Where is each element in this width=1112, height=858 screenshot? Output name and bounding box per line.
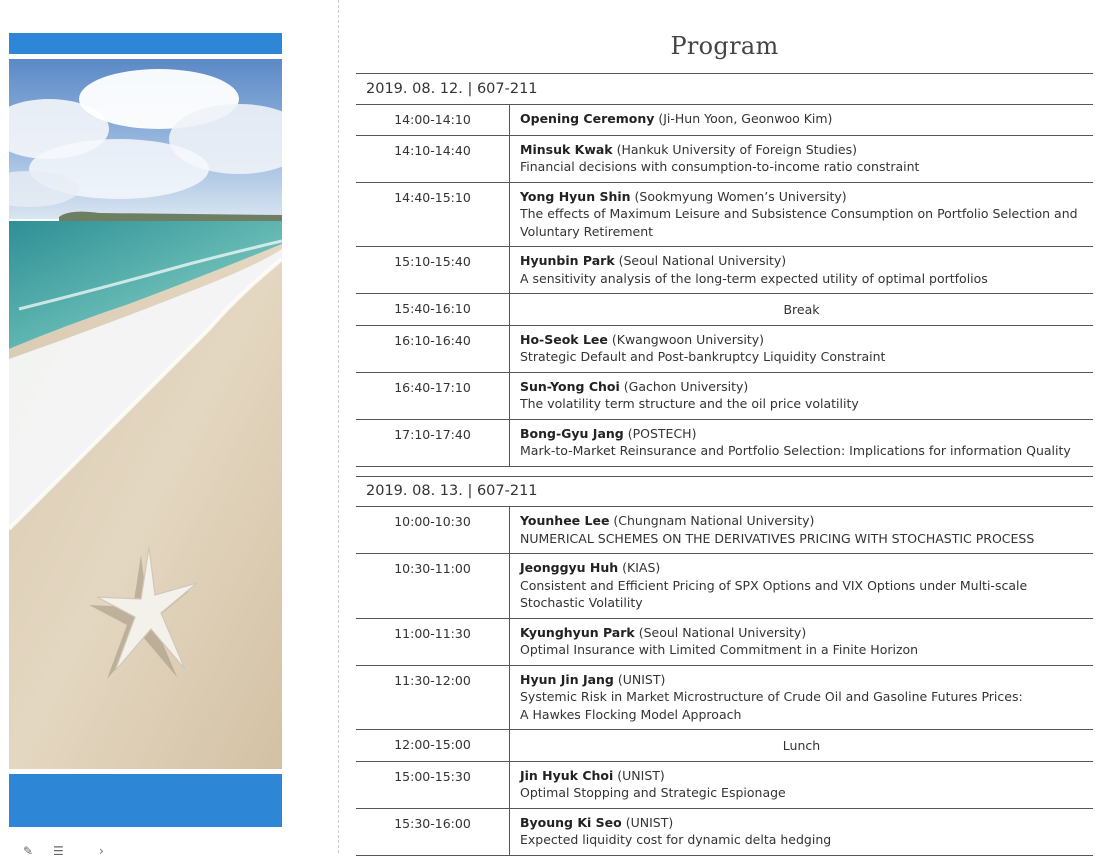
sidebar-toolbar <box>17 844 117 858</box>
sidebar <box>9 0 282 858</box>
day-schedule-1 <box>356 73 1093 467</box>
lunch-label: Lunch <box>510 730 1094 762</box>
beach-starfish-photo <box>9 59 282 769</box>
next-icon[interactable]: › <box>99 844 104 858</box>
table-row <box>356 247 1093 294</box>
list-icon[interactable]: ☰ <box>53 844 64 858</box>
day-header: 2019. 08. 13. | 607-211 <box>356 476 1093 507</box>
session-time: 15:10-15:40 <box>356 247 510 294</box>
session-content <box>510 618 1094 665</box>
session-title: NUMERICAL SCHEMES ON THE DERIVATIVES PRICING WITH STOCHASTIC PROCESS <box>520 530 1035 546</box>
session-affiliation: (Kwangwoon University) <box>607 331 765 347</box>
sidebar-bottom-banner <box>9 774 282 827</box>
session-affiliation: (Gachon University) <box>619 378 749 394</box>
session-time: 14:00-14:10 <box>356 105 510 135</box>
session-speaker: Ho-Seok Lee <box>520 331 608 347</box>
session-time: 16:10-16:40 <box>356 325 510 372</box>
session-affiliation: (UNIST) <box>621 814 674 830</box>
session-title: Strategic Default and Post-bankruptcy Liquidity Constraint <box>520 349 886 364</box>
session-content <box>510 761 1094 808</box>
session-affiliation: (Chungnam National University) <box>609 513 815 528</box>
session-title: A sensitivity analysis of the long-term expected utility of optimal portfolios <box>520 270 988 286</box>
page-title: Program <box>670 32 779 60</box>
day-header: 2019. 08. 12. | 607-211 <box>356 73 1093 105</box>
session-speaker: Byoung Ki Seo <box>520 814 622 830</box>
table-row <box>356 372 1093 419</box>
session-content <box>510 419 1094 466</box>
session-content <box>510 182 1094 247</box>
session-speaker: Yong Hyun Shin <box>520 188 631 204</box>
session-speaker: Sun-Yong Choi <box>520 378 620 394</box>
session-title: Consistent and Efficient Pricing of SPX Options and VIX Options under Multi-scale Stochastic Volatility <box>520 577 1028 610</box>
session-content <box>510 808 1094 855</box>
session-affiliation: (UNIST) <box>613 671 666 687</box>
session-content <box>510 507 1094 554</box>
session-content <box>510 372 1094 419</box>
table-row <box>356 325 1093 372</box>
session-affiliation: (KIAS) <box>618 560 661 575</box>
table-row <box>356 618 1093 665</box>
session-speaker: Jeonggyu Huh <box>520 560 619 575</box>
sidebar-top-banner <box>9 33 282 54</box>
session-speaker: Jin Hyuk Choi <box>520 767 614 783</box>
session-content <box>510 247 1094 294</box>
session-speaker: Bong-Gyu Jang <box>520 425 624 441</box>
session-title: Optimal Stopping and Strategic Espionage <box>520 785 786 800</box>
session-time: 12:00-15:00 <box>356 730 510 762</box>
edit-icon[interactable]: ✎ <box>23 844 34 858</box>
session-title-line-2: A Hawkes Flocking Model Approach <box>520 706 742 722</box>
session-time: 17:10-17:40 <box>356 419 510 466</box>
table-row <box>356 182 1093 247</box>
table-row <box>356 105 1093 135</box>
session-speaker: Hyun Jin Jang <box>520 671 614 687</box>
session-time: 10:00-10:30 <box>356 507 510 554</box>
session-title: The effects of Maximum Leisure and Subsistence Consumption on Portfolio Selection and Voluntary Retirement <box>520 206 1078 239</box>
session-content <box>510 554 1094 619</box>
session-affiliation: (Sookmyung Women’s University) <box>630 188 847 204</box>
session-time: 14:10-14:40 <box>356 135 510 182</box>
session-time: 10:30-11:00 <box>356 554 510 619</box>
table-row <box>356 761 1093 808</box>
session-time: 16:40-17:10 <box>356 372 510 419</box>
session-title: The volatility term structure and the oil price volatility <box>520 396 859 411</box>
session-speaker: Younhee Lee <box>520 513 610 528</box>
table-row <box>356 554 1093 619</box>
session-content <box>510 135 1094 182</box>
schedule-table <box>356 105 1093 467</box>
table-row <box>356 665 1093 730</box>
session-affiliation: (Seoul National University) <box>614 253 787 268</box>
session-affiliation: (Ji-Hun Yoon, Geonwoo Kim) <box>654 111 833 126</box>
table-row <box>356 808 1093 855</box>
session-title: Systemic Risk in Market Microstructure of Crude Oil and Gasoline Futures Prices: <box>520 689 1023 704</box>
session-content <box>510 105 1094 135</box>
session-affiliation: (POSTECH) <box>623 425 697 441</box>
session-speaker: Minsuk Kwak <box>520 141 613 157</box>
column-divider <box>338 0 339 853</box>
table-row <box>356 294 1093 326</box>
session-affiliation: (UNIST) <box>613 767 665 783</box>
session-speaker: Hyunbin Park <box>520 253 615 268</box>
session-time: 15:00-15:30 <box>356 761 510 808</box>
table-row <box>356 419 1093 466</box>
session-speaker: Kyunghyun Park <box>520 624 635 640</box>
session-affiliation: (Hankuk University of Foreign Studies) <box>612 141 857 157</box>
session-title: Financial decisions with consumption-to-income ratio constraint <box>520 159 920 174</box>
session-time: 15:30-16:00 <box>356 808 510 855</box>
session-time: 11:30-12:00 <box>356 665 510 730</box>
table-row <box>356 135 1093 182</box>
break-label: Break <box>510 294 1094 326</box>
session-content <box>510 325 1094 372</box>
table-row <box>356 507 1093 554</box>
schedule-table <box>356 507 1093 856</box>
session-title: Optimal Insurance with Limited Commitment in a Finite Horizon <box>520 642 919 657</box>
session-speaker: Opening Ceremony <box>520 111 655 126</box>
session-affiliation: (Seoul National University) <box>634 624 807 640</box>
session-content <box>510 665 1094 730</box>
session-time: 11:00-11:30 <box>356 618 510 665</box>
session-time: 14:40-15:10 <box>356 182 510 247</box>
session-time: 15:40-16:10 <box>356 294 510 326</box>
session-title: Expected liquidity cost for dynamic delta hedging <box>520 832 832 847</box>
table-row <box>356 730 1093 762</box>
session-title: Mark-to-Market Reinsurance and Portfolio Selection: Implications for information Quality <box>520 443 1071 458</box>
day-schedule-2 <box>356 476 1093 856</box>
